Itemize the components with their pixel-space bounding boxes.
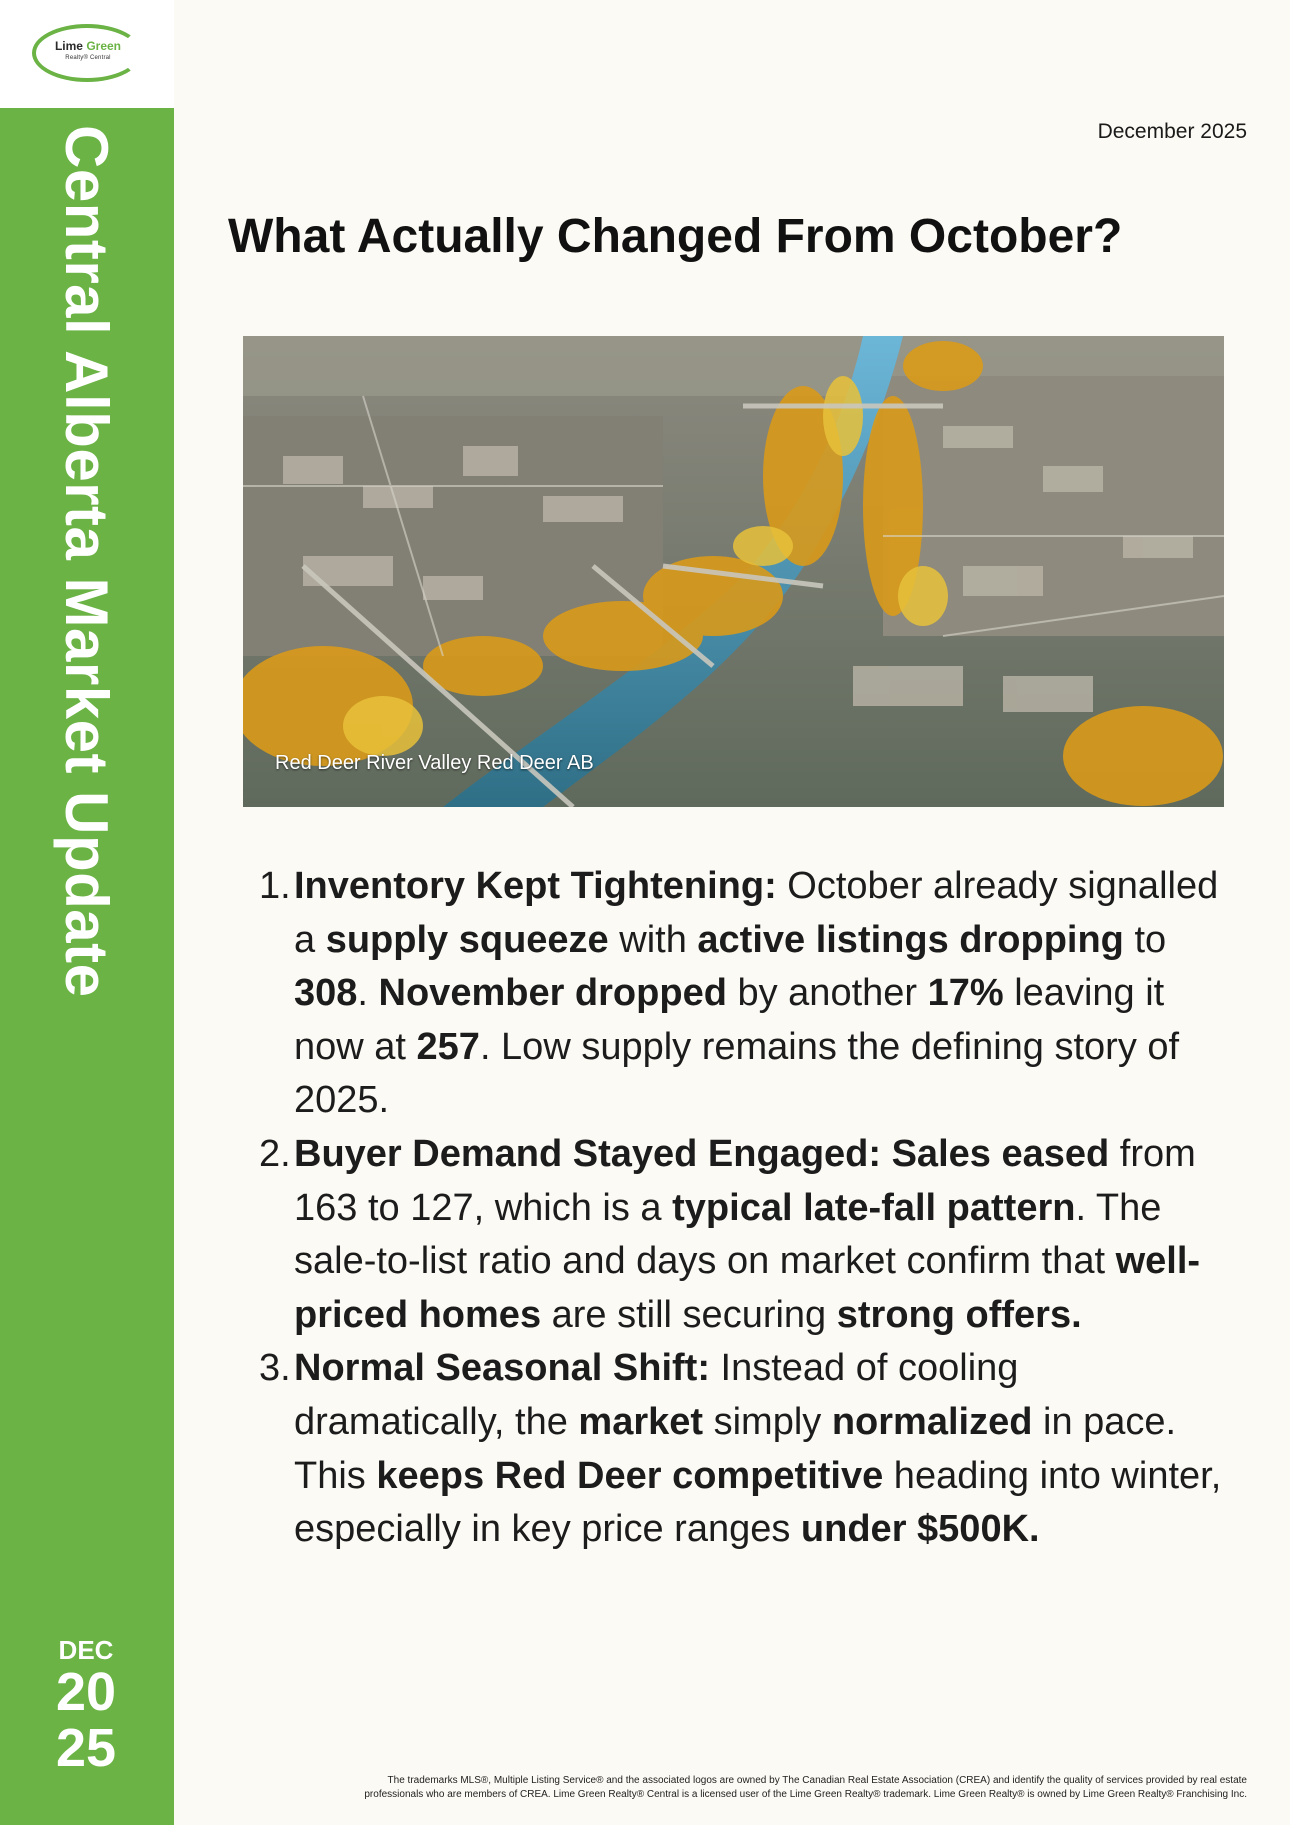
logo-word-lime: Lime [54, 39, 83, 53]
emphasis-text: November dropped [378, 972, 727, 1015]
brand-logo [0, 0, 174, 108]
emphasis-text: market [578, 1400, 704, 1443]
emphasis-text: strong offers. [836, 1293, 1082, 1336]
list-number: 1. [259, 865, 291, 907]
photo-caption: Red Deer River Valley Red Deer AB [275, 752, 594, 774]
body-text: . Low supply remains the defining story of 2025. [294, 1025, 1180, 1122]
point-text [294, 1347, 1221, 1550]
list-number: 3. [259, 1347, 291, 1390]
list-number: 2. [259, 1132, 291, 1175]
emphasis-text: under $500K. [800, 1508, 1040, 1551]
body-text: to [1123, 918, 1167, 961]
emphasis-text: well-priced homes [294, 1240, 1201, 1336]
issue-date: December 2025 [1097, 120, 1247, 143]
body-text: simply [703, 1400, 832, 1443]
logo-word-green: Green [86, 39, 122, 53]
emphasis-text: Normal Seasonal Shift: [294, 1347, 710, 1390]
emphasis-text: Buyer Demand Stayed Engaged: Sales eased [294, 1132, 1110, 1175]
key-points-list [259, 860, 1224, 1557]
footer-line-2: professionals who are members of CREA. Lime Green Realty® Central is a licensed user of the Lime Green Realty® trademark. Lime Green Realty® is owned by Lime Green Realty® Franchising Inc. [364, 1789, 1247, 1800]
legal-footer [200, 1774, 1247, 1802]
badge-year-top: 20 [55, 1662, 117, 1722]
emphasis-text: active listings dropping [697, 918, 1124, 961]
body-text: . The sale-to-list ratio and days on market confirm that [294, 1186, 1162, 1283]
emphasis-text: Inventory Kept Tightening: [294, 865, 777, 907]
emphasis-text: typical late-fall pattern [672, 1186, 1076, 1229]
body-text: are still securing [541, 1293, 837, 1336]
emphasis-text: 17% [927, 972, 1004, 1015]
body-text: heading into winter, especially in key price ranges [294, 1454, 1222, 1551]
body-text: by another [726, 972, 928, 1015]
body-text: Instead of cooling dramatically, the [294, 1347, 1019, 1443]
page-title: What Actually Changed From October? [228, 210, 1123, 263]
logo-swoosh-icon [32, 24, 142, 82]
aerial-photo [243, 336, 1224, 807]
issue-date-badge [0, 1636, 174, 1776]
emphasis-text: normalized [831, 1400, 1033, 1443]
badge-year-bottom: 25 [55, 1718, 117, 1778]
emphasis-text: keeps Red Deer competitive [376, 1454, 884, 1497]
logo-subtitle: Realty® Central [65, 55, 111, 61]
list-item [259, 1342, 1224, 1556]
list-item [259, 860, 1224, 1128]
emphasis-text: 308 [294, 972, 358, 1015]
list-item [259, 1128, 1224, 1342]
body-text: leaving it now at [294, 972, 1165, 1068]
body-text: October already signalled a [294, 865, 1219, 961]
badge-month: DEC [58, 1635, 114, 1665]
body-text: from 163 to 127, which is a [294, 1132, 1196, 1229]
body-text: in pace. This [294, 1400, 1177, 1497]
point-text [294, 1133, 1200, 1336]
emphasis-text: 257 [416, 1025, 480, 1068]
body-text: with [608, 918, 698, 961]
point-text [294, 865, 1218, 1121]
emphasis-text: supply squeeze [325, 918, 609, 961]
vertical-title: Central Alberta Market Update [53, 125, 120, 998]
footer-line-1: The trademarks MLS®, Multiple Listing Service® and the associated logos are owned by The Canadian Real Estate Association (CREA) and identify the quality of services provided by real estate [387, 1775, 1247, 1786]
aerial-photo-illustration [243, 336, 1224, 807]
body-text: . [357, 972, 379, 1015]
logo-wordmark [40, 40, 136, 52]
